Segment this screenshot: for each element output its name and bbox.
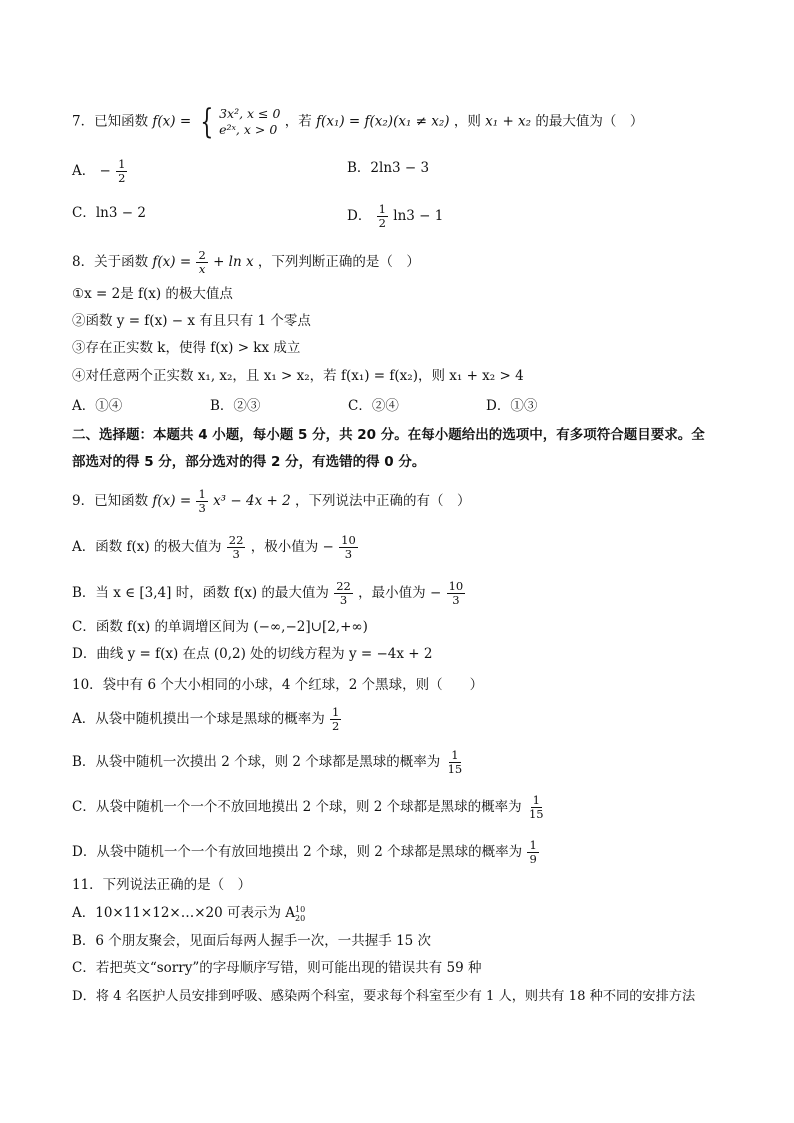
q9-option-b-text: B．当 x ∈ [3,4] 时，函数 f(x) 的最大值为 <box>72 585 329 601</box>
q7-option-d <box>347 203 443 230</box>
q7-option-a-label: A． <box>72 163 96 179</box>
q10-option-b-frac <box>446 749 465 776</box>
q10-option-a-num: 1 <box>332 705 340 719</box>
q11-option-a-script <box>295 905 305 923</box>
q10-option-a-den: 2 <box>332 719 340 733</box>
q10-option-d-den: 9 <box>529 852 537 866</box>
q11-stem: 11．下列说法正确的是（ ） <box>72 877 252 893</box>
q9-num: 1 <box>198 487 206 501</box>
q11-option-a-text: A．10×11×12×…×20 可表示为 A <box>72 905 296 921</box>
q9-stem <box>72 488 470 515</box>
q7-option-a-sign: − <box>99 163 111 179</box>
q9-option-d: D．曲线 y = f(x) 在点 (0,2) 处的切线方程为 y = −4x + 2 <box>72 646 433 662</box>
q8-option-a: A．①④ <box>72 398 123 414</box>
q11-option-c: C．若把英文“sorry”的字母顺序写错，则可能出现的错误共有 59 种 <box>72 960 482 976</box>
q7-option-b: B．2ln3 − 3 <box>347 160 430 176</box>
q10-option-a <box>72 706 342 733</box>
q10-option-c <box>72 794 547 821</box>
q7-option-a <box>72 158 128 185</box>
q10-option-c-num: 1 <box>532 793 540 807</box>
q8-function-name: f(x) = <box>152 254 192 270</box>
q10-option-b-num: 1 <box>451 748 459 762</box>
q8-den: x <box>198 262 206 276</box>
q9-option-a-den2: 3 <box>344 547 353 561</box>
q10-option-b-text: B．从袋中随机一次摸出 2 个球，则 2 个球都是黑球的概率为 <box>72 754 441 770</box>
q8-option-b: B．②③ <box>210 398 261 414</box>
q7-stem-text: 7．已知函数 <box>72 113 149 130</box>
q9-option-a <box>72 534 359 561</box>
q10-option-d-text: D．从袋中随机一个一个有放回地摸出 2 个球，则 2 个球都是黑球的概率为 <box>72 844 523 860</box>
q9-fraction <box>196 488 207 515</box>
q7-option-d-fraction <box>377 203 388 230</box>
q8-num: 2 <box>198 248 206 262</box>
q7-piecewise <box>195 102 281 142</box>
q9-option-b-den1: 3 <box>339 593 348 607</box>
q10-option-d <box>72 839 540 866</box>
q8-fraction <box>196 249 207 276</box>
q7-expression: x₁ + x₂ <box>485 113 532 130</box>
q9-option-c: C．函数 f(x) 的单调增区间为 (−∞,−2]∪[2,+∞) <box>72 619 368 635</box>
q7-stem-text-4: 的最大值为（ ） <box>535 113 644 130</box>
q7-stem <box>72 102 644 142</box>
q9-option-a-frac-2 <box>339 534 358 561</box>
q9-option-b-frac-1 <box>334 580 353 607</box>
q10-option-c-den: 15 <box>528 807 544 821</box>
q9-option-b-frac-2 <box>447 580 466 607</box>
q7-condition: f(x₁) = f(x₂)(x₁ ≠ x₂) <box>316 113 450 130</box>
q7-option-a-num: 1 <box>118 157 126 171</box>
q9-option-a-mid: ，极小值为 − <box>250 539 334 555</box>
q7-option-a-fraction <box>116 158 127 185</box>
q8-option-d: D．①③ <box>486 398 538 414</box>
q9-option-b-den2: 3 <box>452 593 460 607</box>
q10-option-c-frac <box>527 794 546 821</box>
section-2-heading-line-1: 二、选择题：本题共 4 小题，每小题 5 分，共 20 分。在每小题给出的选项中，有多项符合题目要求。全 <box>72 427 705 443</box>
q7-stem-text-2: ，若 <box>284 113 312 130</box>
q7-option-c: C．ln3 − 2 <box>72 205 146 221</box>
q9-option-a-num2: 10 <box>341 533 356 547</box>
q7-case-1: 3x², x ≤ 0 <box>219 106 281 121</box>
q10-option-b-den: 15 <box>447 762 463 776</box>
q11-option-b: B．6 个朋友聚会，见面后每两人握手一次，一共握手 15 次 <box>72 933 432 949</box>
q11-option-a-sub: 20 <box>295 913 306 923</box>
q10-option-c-text: C．从袋中随机一个一个不放回地摸出 2 个球，则 2 个球都是黑球的概率为 <box>72 799 522 815</box>
q11-option-a-sup: 10 <box>295 904 306 914</box>
q9-den: 3 <box>198 501 206 515</box>
q8-stem <box>72 249 420 276</box>
q9-option-a-frac-1 <box>227 534 246 561</box>
q9-stem-text-2: ，下列说法中正确的有（ ） <box>294 493 471 509</box>
q7-cases <box>219 106 280 138</box>
q9-option-a-den1: 3 <box>232 547 240 561</box>
q10-option-a-text: A．从袋中随机摸出一个球是黑球的概率为 <box>72 711 325 727</box>
q9-function-name: f(x) = <box>152 493 192 509</box>
q11-option-d: D．将 4 名医护人员安排到呼吸、感染两个科室，要求每个科室至少有 1 人，则共有 18 种不同的安排方法 <box>72 989 696 1004</box>
q9-stem-text: 9．已知函数 <box>72 493 149 509</box>
q10-option-a-frac <box>330 706 341 733</box>
q8-rest: + ln x <box>213 254 254 270</box>
q8-stem-text-2: ，下列判断正确的是（ ） <box>257 254 420 270</box>
q7-option-d-rest: ln3 − 1 <box>393 208 444 224</box>
q9-option-a-text: A．函数 f(x) 的极大值为 <box>72 539 222 555</box>
q7-brace: { <box>200 102 214 142</box>
q7-option-d-num: 1 <box>378 202 386 216</box>
q7-case-2: e²ˣ, x > 0 <box>219 122 278 137</box>
q7-option-d-label: D． <box>347 208 372 224</box>
q8-option-c: C．②④ <box>348 398 399 414</box>
q7-option-a-den: 2 <box>118 171 126 185</box>
q11-option-a <box>72 903 305 923</box>
q10-option-d-num: 1 <box>529 838 537 852</box>
q8-statement-3: ③存在正实数 k，使得 f(x) > kx 成立 <box>72 340 301 356</box>
q9-option-a-num1: 22 <box>228 533 244 547</box>
section-2-heading-line-2: 部选对的得 5 分，部分选对的得 2 分，有选错的得 0 分。 <box>72 454 426 470</box>
q10-stem: 10．袋中有 6 个大小相同的小球，4 个红球，2 个黑球，则（ ） <box>72 677 484 693</box>
q8-statement-4: ④对任意两个正实数 x₁, x₂，且 x₁ > x₂，若 f(x₁) = f(x₂)，则 x₁ + x₂ > 4 <box>72 368 524 384</box>
q7-function-name: f(x) = <box>152 113 192 130</box>
q10-option-d-frac <box>527 839 538 866</box>
q10-option-b <box>72 749 465 776</box>
q9-option-b-mid: ，最小值为 − <box>358 585 442 601</box>
q8-stem-text: 8．关于函数 <box>72 254 149 270</box>
q9-option-b <box>72 580 466 607</box>
q9-option-b-num2: 10 <box>448 579 464 593</box>
q8-statement-2: ②函数 y = f(x) − x 有且只有 1 个零点 <box>72 313 311 329</box>
q7-stem-text-3: ，则 <box>453 113 481 130</box>
q9-option-b-num1: 22 <box>336 579 351 593</box>
q8-statement-1: ①x = 2是 f(x) 的极大值点 <box>72 286 233 302</box>
q7-option-d-den: 2 <box>378 216 386 230</box>
q9-rest: x³ − 4x + 2 <box>213 493 291 509</box>
